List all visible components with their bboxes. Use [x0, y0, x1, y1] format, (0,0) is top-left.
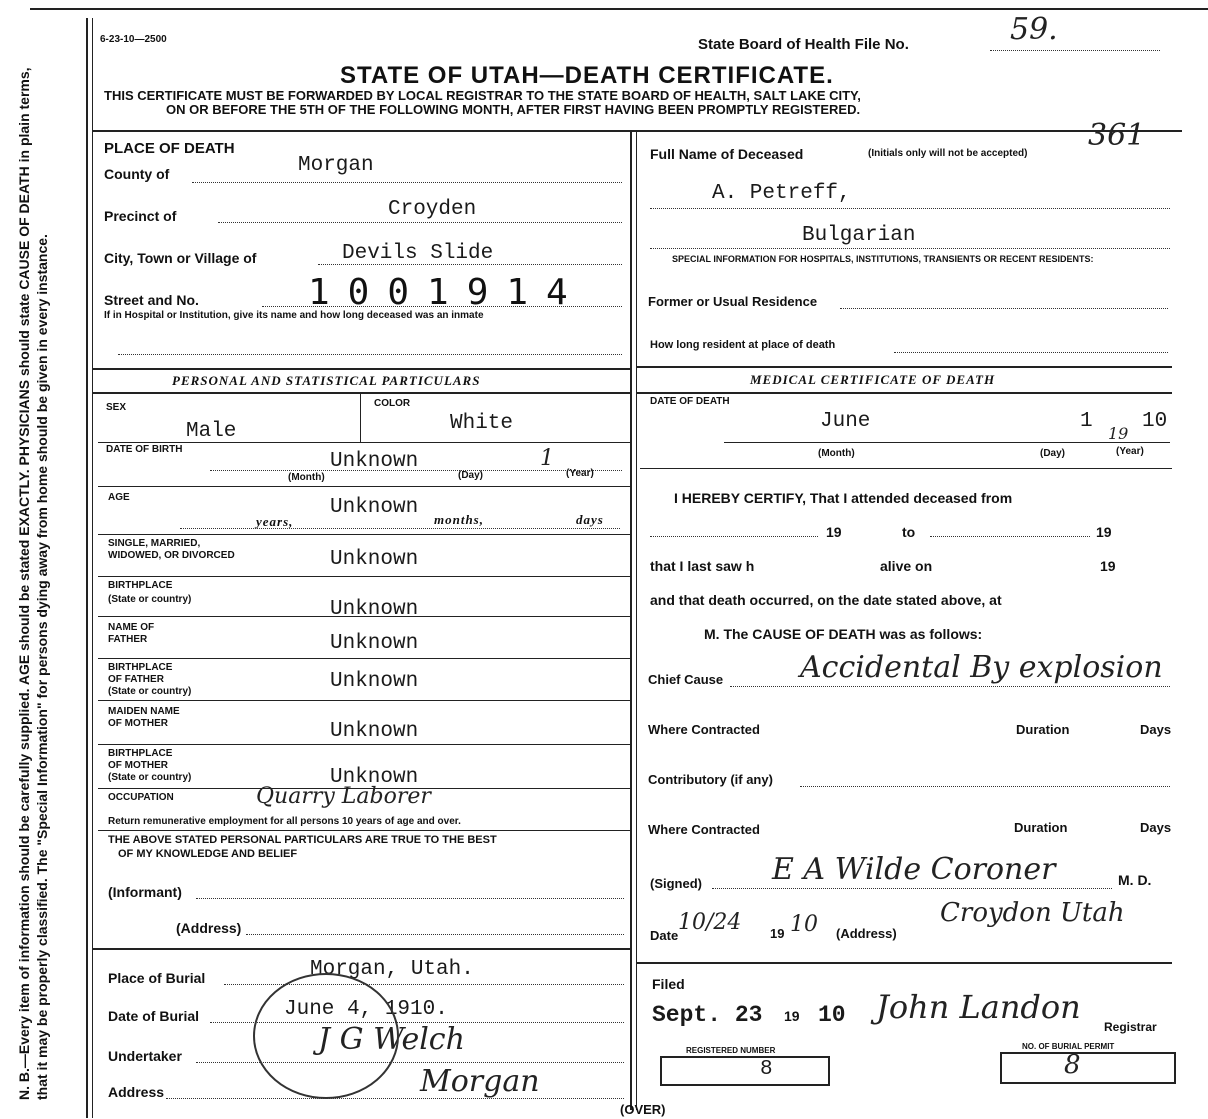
marital-value: Unknown [330, 548, 419, 571]
deceased-name: A. Petreff, [712, 182, 851, 205]
header-rule [92, 130, 1182, 132]
county-line [192, 182, 622, 183]
father-bp-label-1: BIRTHPLACE [108, 662, 173, 673]
burial-date-value: June 4, 1910. [284, 998, 448, 1021]
informant-label: (Informant) [108, 884, 182, 900]
father-rule [98, 658, 630, 659]
county-value: Morgan [298, 154, 374, 177]
seal-stamp [246, 966, 406, 1106]
marital-rule [98, 576, 630, 577]
dob-label: DATE OF BIRTH [106, 444, 183, 455]
precinct-value: Croyden [388, 198, 477, 221]
form-code: 6-23-10—2500 [100, 34, 167, 45]
last-saw-label: that I last saw h [650, 558, 755, 574]
chief-cause-label: Chief Cause [648, 672, 724, 687]
attended-to: to [902, 524, 916, 540]
alive-on-label: alive on [880, 558, 933, 574]
hospital-note: If in Hospital or Institution, give its name and how long deceased was an inmate [104, 310, 484, 321]
alive-19: 19 [1100, 558, 1116, 574]
notice-line-1: THIS CERTIFICATE MUST BE FORWARDED BY LOCAL REGISTRAR TO THE STATE BOARD OF HEALTH, SALT LAKE CITY, [104, 88, 861, 103]
true-statement-2: OF MY KNOWLEDGE AND BELIEF [118, 848, 298, 860]
cert-date-year: 10 [790, 912, 818, 937]
father-bp-label-3: (State or country) [108, 686, 192, 697]
dob-line [210, 470, 622, 471]
street-value: 1001914 [308, 272, 586, 313]
birthplace-value: Unknown [330, 598, 419, 621]
birthplace-label-2: (State or country) [108, 594, 192, 605]
father-label-1: NAME OF [108, 622, 155, 633]
chief-cause-line [730, 686, 1170, 687]
city-value: Devils Slide [342, 242, 494, 265]
chief-cause-value: Accidental By explosion [800, 650, 1163, 685]
center-divider [630, 130, 632, 1110]
mother-value: Unknown [330, 720, 419, 743]
residence-label: Former or Usual Residence [648, 294, 818, 309]
file-no-value: 59. [1010, 12, 1058, 47]
contrib-line [800, 786, 1170, 787]
mother-bp-label-2: OF MOTHER [108, 760, 168, 771]
cert-address-label: (Address) [836, 926, 897, 941]
file-no-line [990, 50, 1160, 51]
medical-rule [636, 392, 1172, 394]
occurred-statement: and that death occurred, on the date stated above, at [650, 592, 1002, 608]
left-border [86, 18, 88, 1118]
death-year-caption: (Year) [1116, 446, 1144, 457]
filed-date: Sept. 23 [652, 1002, 763, 1028]
death-year-prefix: 19 [1108, 424, 1129, 443]
md-label: M. D. [1118, 872, 1152, 888]
notice-line-2: ON OR BEFORE THE 5TH OF THE FOLLOWING MONTH, AFTER FIRST HAVING BEEN PROMPTLY REGISTERED. [166, 102, 861, 117]
deceased-nationality: Bulgarian [802, 224, 916, 247]
address-label: (Address) [176, 920, 242, 936]
where-contracted-label: Where Contracted [648, 722, 760, 737]
contributory-label: Contributory (if any) [648, 772, 773, 787]
registrar-label: Registrar [1104, 1020, 1157, 1034]
death-month-caption: (Month) [818, 448, 855, 459]
precinct-label: Precinct of [104, 208, 177, 224]
cert-address-value: Croydon Utah [940, 898, 1125, 928]
residence-line [840, 308, 1168, 309]
right-section-rule [636, 366, 1172, 368]
burial-date-label: Date of Burial [108, 1008, 200, 1024]
marital-label-2: WIDOWED, OR DIVORCED [108, 550, 235, 561]
occupation-label: OCCUPATION [108, 792, 174, 803]
death-year: 10 [1142, 410, 1168, 433]
father-bp-rule [98, 700, 630, 701]
death-date-rule [640, 468, 1172, 469]
dob-year-caption: (Year) [566, 468, 594, 479]
years-caption: years, [256, 514, 294, 529]
birthplace-rule [98, 616, 630, 617]
birthplace-label-1: BIRTHPLACE [108, 580, 173, 591]
street-label: Street and No. [104, 292, 199, 308]
death-day: 1 [1080, 410, 1093, 433]
filed-19: 19 [784, 1008, 800, 1024]
permit-box [1000, 1052, 1176, 1084]
father-label-2: FATHER [108, 634, 148, 645]
permit-value: 8 [1064, 1050, 1081, 1080]
personal-rule [92, 392, 630, 394]
duration-label-1: Duration [1016, 722, 1070, 737]
death-date-label: DATE OF DEATH [650, 396, 730, 407]
marital-label-1: SINGLE, MARRIED, [108, 538, 201, 549]
certify-statement: I HEREBY CERTIFY, That I attended deceased from [674, 490, 1013, 506]
city-label: City, Town or Village of [104, 250, 257, 266]
father-bp-value: Unknown [330, 670, 419, 693]
file-no-label: State Board of Health File No. [698, 36, 909, 53]
over-label: (OVER) [620, 1102, 666, 1117]
dob-day-caption: (Day) [458, 470, 484, 481]
personal-heading: PERSONAL AND STATISTICAL PARTICULARS [172, 373, 481, 388]
informant-line [196, 898, 624, 899]
attended-19-a: 19 [826, 524, 842, 540]
color-label: COLOR [374, 398, 411, 409]
sex-value: Male [186, 420, 237, 443]
dob-month-caption: (Month) [288, 472, 325, 483]
medical-heading: MEDICAL CERTIFICATE OF DEATH [750, 372, 996, 387]
color-value: White [450, 412, 514, 435]
attended-to-line [930, 536, 1090, 537]
undertaker-label: Undertaker [108, 1048, 182, 1064]
burial-address-label: Address [108, 1084, 165, 1100]
precinct-line [218, 222, 622, 223]
left-border-inner [92, 18, 93, 1118]
mother-bp-label-1: BIRTHPLACE [108, 748, 173, 759]
dob-day: 1 [540, 446, 554, 471]
reg-no-label: REGISTERED NUMBER [686, 1046, 776, 1055]
place-heading: PLACE OF DEATH [104, 140, 235, 157]
true-statement-1: THE ABOVE STATED PERSONAL PARTICULARS ARE TRUE TO THE BEST [108, 834, 497, 846]
mother-rule [98, 744, 630, 745]
sex-color-divider [360, 394, 361, 442]
special-info: SPECIAL INFORMATION FOR HOSPITALS, INSTITUTIONS, TRANSIENTS OR RECENT RESIDENTS: [672, 254, 1094, 264]
attended-line [650, 536, 818, 537]
where-contracted-label-2: Where Contracted [648, 822, 760, 837]
burial-rule [92, 948, 630, 950]
death-day-caption: (Day) [1040, 448, 1066, 459]
filed-year: 10 [818, 1002, 846, 1028]
age-line [180, 528, 620, 529]
age-label: AGE [108, 492, 130, 503]
cause-intro: M. The CAUSE OF DEATH was as follows: [704, 626, 983, 642]
attended-19-b: 19 [1096, 524, 1112, 540]
sex-label: SEX [106, 402, 127, 413]
left-section-rule [92, 368, 630, 370]
hospital-line [118, 354, 622, 355]
stamp-number: 361 [1088, 118, 1146, 153]
resident-label: How long resident at place of death [650, 339, 836, 351]
reg-no-box [660, 1056, 830, 1086]
sex-rule [98, 442, 630, 443]
mother-label-2: OF MOTHER [108, 718, 168, 729]
registrar-signature: John Landon [876, 988, 1081, 1026]
resident-line [894, 352, 1168, 353]
cert-date-label: Date [650, 928, 679, 943]
name-line-1 [650, 208, 1170, 209]
days-caption: days [576, 512, 604, 527]
age-value: Unknown [330, 496, 419, 519]
duration-label-2: Duration [1014, 820, 1068, 835]
mother-label-1: MAIDEN NAME [108, 706, 180, 717]
burial-place-value: Morgan, Utah. [310, 958, 474, 981]
father-bp-label-2: OF FATHER [108, 674, 164, 685]
cert-date-19: 19 [770, 926, 785, 941]
age-rule [98, 534, 630, 535]
dob-rule [98, 486, 630, 487]
occupation-note: Return remunerative employment for all persons 10 years of age and over. [108, 816, 461, 827]
signed-label: (Signed) [650, 876, 702, 891]
signed-line [712, 888, 1112, 889]
days-label-1: Days [1140, 722, 1172, 737]
filed-label: Filed [652, 976, 685, 992]
death-date-line [724, 442, 1170, 443]
physician-signature: E A Wilde Coroner [772, 852, 1056, 887]
days-label-2: Days [1140, 820, 1172, 835]
death-month: June [820, 410, 871, 433]
occupation-value: Quarry Laborer [256, 784, 431, 809]
father-value: Unknown [330, 632, 419, 655]
permit-label: NO. OF BURIAL PERMIT [1022, 1042, 1115, 1051]
cert-date-value: 10/24 [678, 910, 742, 935]
occupation-rule [98, 830, 630, 831]
county-label: County of [104, 166, 170, 182]
burial-address-value: Morgan [420, 1064, 540, 1099]
name-note: (Initials only will not be accepted) [868, 148, 1028, 159]
top-border [30, 8, 1208, 10]
mother-bp-value: Unknown [330, 766, 419, 789]
filing-rule [636, 962, 1172, 964]
reg-no-value: 8 [760, 1058, 773, 1081]
address-line [246, 934, 624, 935]
months-caption: months, [434, 512, 484, 527]
name-line-2 [650, 248, 1170, 249]
name-label: Full Name of Deceased [650, 146, 804, 162]
burial-place-label: Place of Burial [108, 970, 206, 986]
certificate-title: STATE OF UTAH—DEATH CERTIFICATE. [340, 62, 834, 89]
mother-bp-label-3: (State or country) [108, 772, 192, 783]
side-note: N. B.—Every item of information should be carefully supplied. AGE should be stated EXACTLY. PHYSICIANS should state CAUSE OF DEATH in plain terms, that it may be properly classified. The "Special Information" for persons dying away from home should be given in every instance. [16, 67, 50, 1100]
undertaker-signature: J G Welch [318, 1022, 465, 1057]
dob-value: Unknown [330, 450, 419, 473]
